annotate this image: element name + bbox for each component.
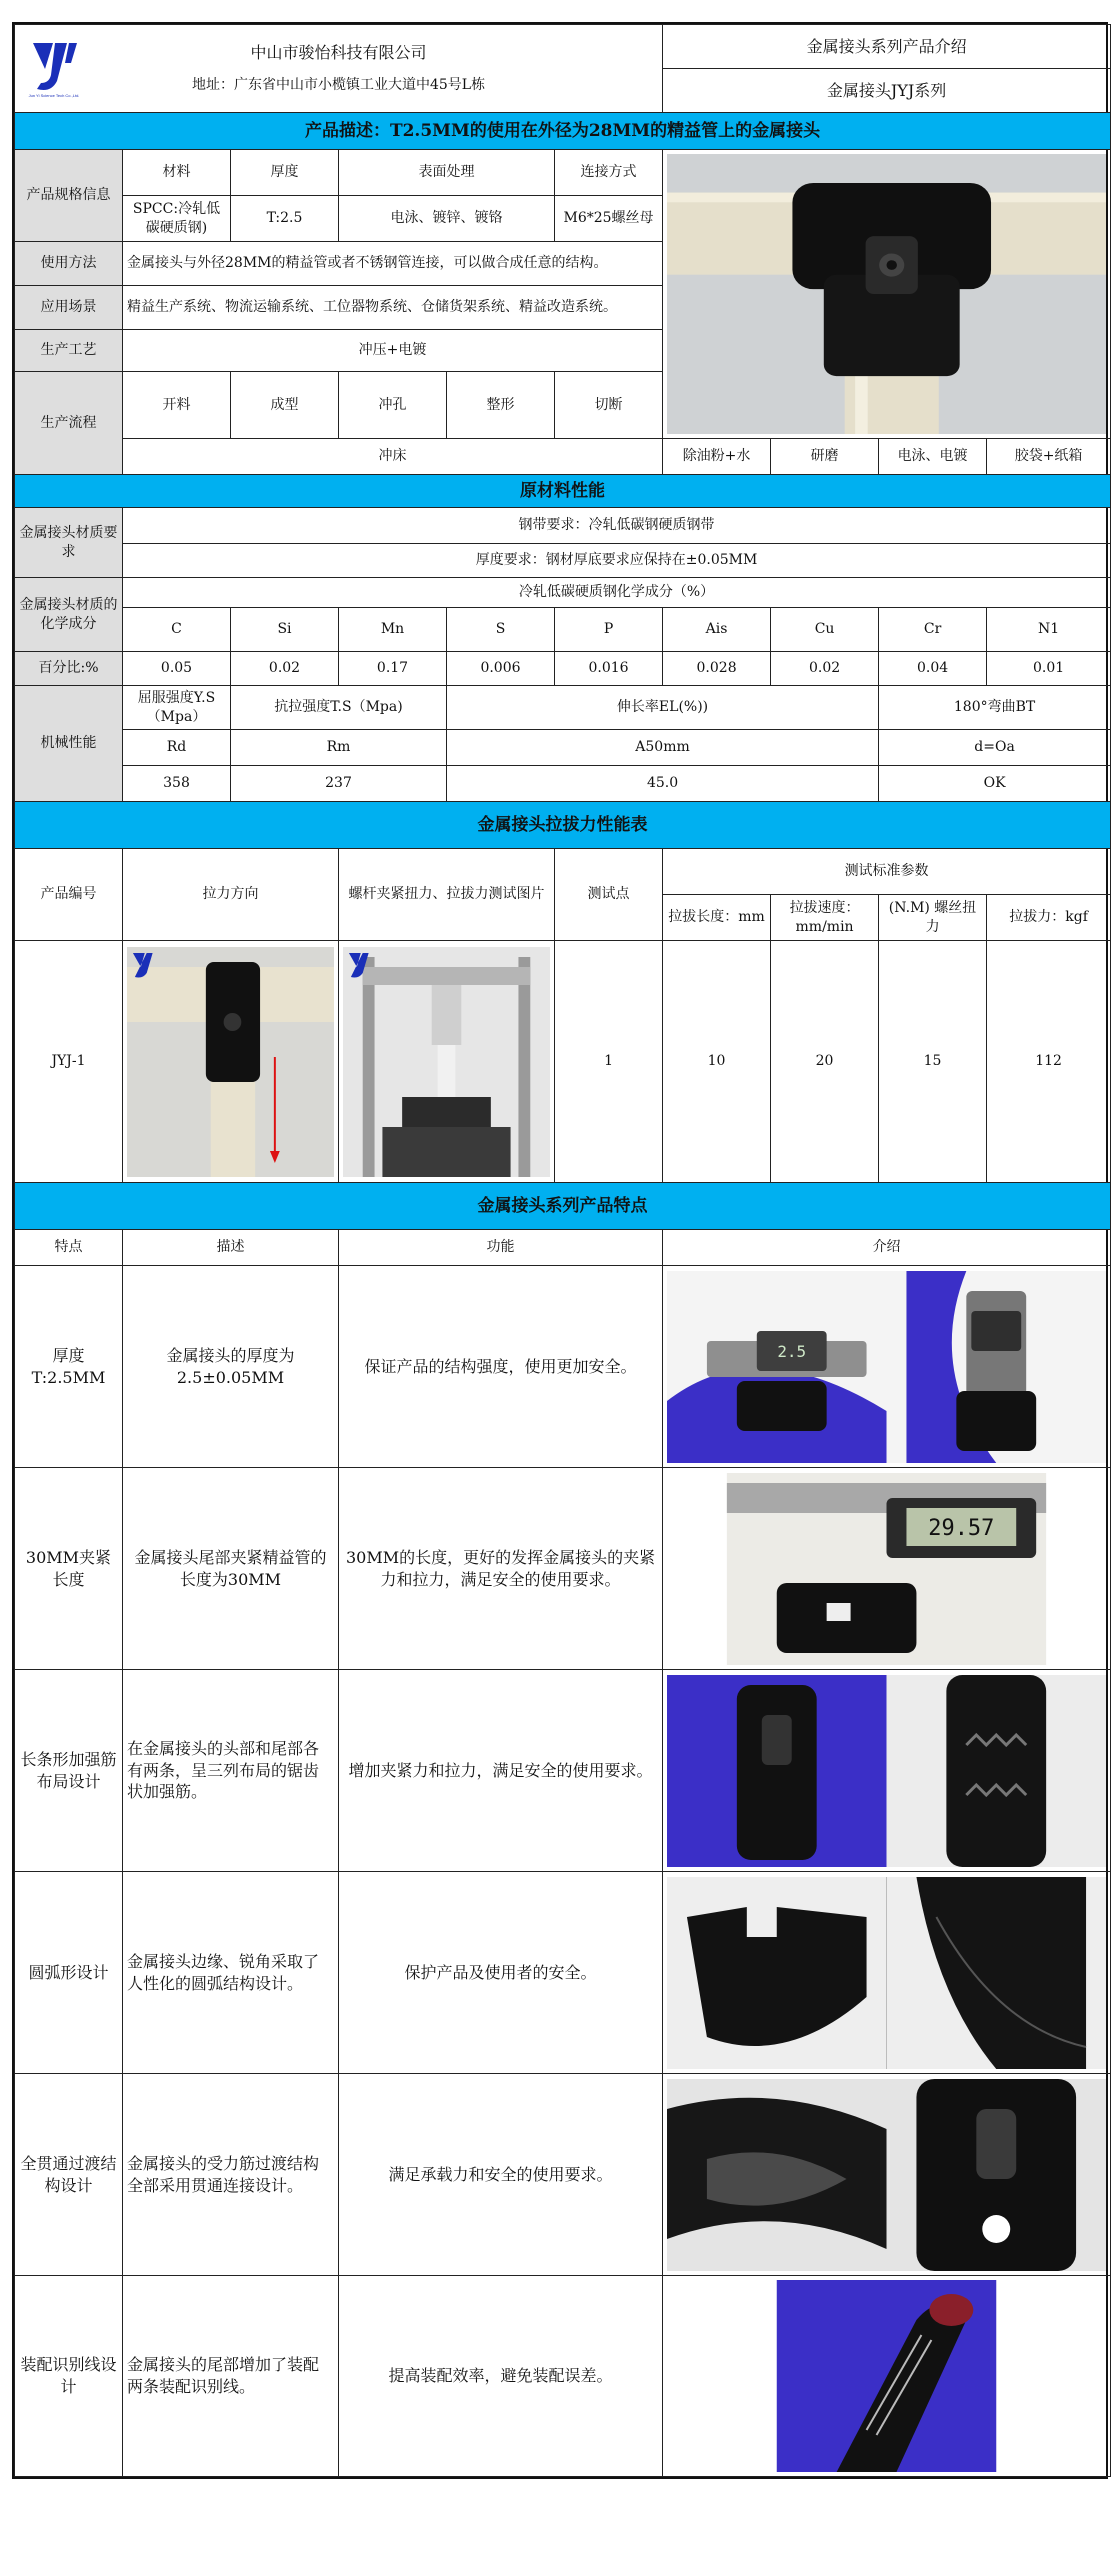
series-title: 金属接头JYJ系列 [663, 69, 1111, 113]
caliper-reading: 29.57 [928, 1515, 995, 1541]
flow-step: 切断 [555, 372, 663, 439]
assembly-line-photo [667, 2280, 1106, 2472]
spec-value: M6*25螺丝母 [555, 196, 663, 242]
tensile-params-header: 测试标准参数 [663, 849, 1111, 895]
element-cell: N1 [987, 608, 1111, 652]
element-cell: Ais [663, 608, 771, 652]
percent-cell: 0.05 [123, 652, 231, 686]
feature-func: 30MM的长度，更好的发挥金属接头的夹紧力和拉力，满足安全的使用要求。 [339, 1468, 663, 1670]
sheet-table [14, 24, 1111, 2477]
feature-photo-cell [663, 1670, 1111, 1872]
tensile-code: JYJ-1 [15, 941, 123, 1183]
flow-step: 冲孔 [339, 372, 447, 439]
spec-value: SPCC:冷轧低碳硬质钢) [123, 196, 231, 242]
logo-text: Jun Yi Science Tech Co.,Ltd. [28, 93, 80, 98]
feature-name: 全贯通过渡结构设计 [15, 2074, 123, 2276]
element-cell: P [555, 608, 663, 652]
percent-cell: 0.006 [447, 652, 555, 686]
features-header: 功能 [339, 1230, 663, 1266]
raw-band: 原材料性能 [15, 475, 1111, 508]
mech-value: 45.0 [447, 766, 879, 802]
tensile-point: 1 [555, 941, 663, 1183]
rib-layout-photo [667, 1675, 1106, 1867]
tensile-point-header: 测试点 [555, 849, 663, 941]
tensile-band: 金属接头拉拔力性能表 [15, 802, 1111, 849]
mech-symbol: Rm [231, 730, 447, 766]
flow-post: 研磨 [771, 439, 879, 475]
feature-desc: 金属接头的尾部增加了装配两条装配识别线。 [123, 2276, 339, 2477]
mech-value: 237 [231, 766, 447, 802]
mech-header: 屈服强度Y.S（Mpa） [123, 686, 231, 730]
tensile-photo-header: 螺杆夹紧扭力、拉拔力测试图片 [339, 849, 555, 941]
element-cell: Cr [879, 608, 987, 652]
mech-symbol: A50mm [447, 730, 879, 766]
percent-cell: 0.028 [663, 652, 771, 686]
element-cell: Mn [339, 608, 447, 652]
tensile-speed: 20 [771, 941, 879, 1183]
feature-name: 30MM夹紧长度 [15, 1468, 123, 1670]
description-band: 产品描述：T2.5MM的使用在外径为28MM的精益管上的金属接头 [15, 113, 1111, 150]
flow-step: 成型 [231, 372, 339, 439]
spec-value: T:2.5 [231, 196, 339, 242]
feature-photo-cell [663, 1872, 1111, 2074]
caliper-reading: 2.5 [777, 1341, 807, 1361]
feature-name: 长条形加强筋布局设计 [15, 1670, 123, 1872]
strip-requirement: 钢带要求：冷轧低碳钢硬质钢带 [123, 508, 1111, 544]
t-joint-photo [667, 154, 1106, 434]
features-header: 介绍 [663, 1230, 1111, 1266]
features-header: 描述 [123, 1230, 339, 1266]
caliper-length-photo [667, 1473, 1106, 1665]
application-label: 应用场景 [15, 286, 123, 330]
feature-desc: 金属接头尾部夹紧精益管的长度为30MM [123, 1468, 339, 1670]
feature-func: 增加夹紧力和拉力，满足安全的使用要求。 [339, 1670, 663, 1872]
mech-label: 机械性能 [15, 686, 123, 802]
flow-step: 开料 [123, 372, 231, 439]
product-photo-cell [663, 150, 1111, 439]
flow-label: 生产流程 [15, 372, 123, 475]
tensile-torque-header: (N.M) 螺丝扭力 [879, 895, 987, 941]
mech-header: 伸长率EL(%)) [447, 686, 879, 730]
doc-title: 金属接头系列产品介绍 [663, 25, 1111, 69]
usage-text: 金属接头与外径28MM的精益管或者不锈钢管连接，可以做合成任意的结构。 [123, 242, 663, 286]
craft-text: 冲压+电镀 [123, 330, 663, 372]
percent-label: 百分比:% [15, 652, 123, 686]
tensile-force-header: 拉拔力：kgf [987, 895, 1111, 941]
feature-photo-cell [663, 1266, 1111, 1468]
mech-header: 抗拉强度T.S（Mpa) [231, 686, 447, 730]
product-sheet [12, 22, 1108, 2479]
tensile-speed-header: 拉拔速度：mm/min [771, 895, 879, 941]
usage-label: 使用方法 [15, 242, 123, 286]
percent-cell: 0.17 [339, 652, 447, 686]
spec-label: 产品规格信息 [15, 150, 123, 242]
percent-cell: 0.02 [771, 652, 879, 686]
feature-func: 保护产品及使用者的安全。 [339, 1872, 663, 2074]
spec-header: 表面处理 [339, 150, 555, 196]
percent-cell: 0.04 [879, 652, 987, 686]
feature-desc: 金属接头的厚度为2.5±0.05MM [123, 1266, 339, 1468]
mech-symbol: d=Oa [879, 730, 1111, 766]
feature-photo-cell [663, 2276, 1111, 2477]
feature-desc: 金属接头的受力筋过渡结构全部采用贯通连接设计。 [123, 2074, 339, 2276]
feature-photo-cell [663, 2074, 1111, 2276]
chem-label: 金属接头材质的化学成分 [15, 578, 123, 652]
company-logo [25, 37, 83, 99]
direction-photo-cell [123, 941, 339, 1183]
feature-func: 满足承载力和安全的使用要求。 [339, 2074, 663, 2276]
element-cell: C [123, 608, 231, 652]
company-name: 中山市骏怡科技有限公司 [250, 43, 427, 63]
flow-post: 胶袋+纸箱 [987, 439, 1111, 475]
features-header: 特点 [15, 1230, 123, 1266]
feature-name: 圆弧形设计 [15, 1872, 123, 2074]
thickness-requirement: 厚度要求：钢材厚底要求应保持在±0.05MM [123, 544, 1111, 578]
tensile-force: 112 [987, 941, 1111, 1183]
feature-desc: 金属接头边缘、锐角采取了人性化的圆弧结构设计。 [123, 1872, 339, 2074]
percent-cell: 0.02 [231, 652, 339, 686]
flow-post: 除油粉+水 [663, 439, 771, 475]
craft-label: 生产工艺 [15, 330, 123, 372]
mech-value: 358 [123, 766, 231, 802]
percent-cell: 0.016 [555, 652, 663, 686]
spec-header: 厚度 [231, 150, 339, 196]
test-photo-cell [339, 941, 555, 1183]
feature-name: 厚度T:2.5MM [15, 1266, 123, 1468]
mech-value: OK [879, 766, 1111, 802]
mech-symbol: Rd [123, 730, 231, 766]
spec-header: 连接方式 [555, 150, 663, 196]
company-address: 地址：广东省中山市小榄镇工业大道中45号L栋 [191, 76, 486, 93]
spec-value: 电泳、镀锌、镀铬 [339, 196, 555, 242]
element-cell: Si [231, 608, 339, 652]
caliper-thickness-photo [667, 1271, 1106, 1463]
element-cell: Cu [771, 608, 879, 652]
feature-func: 提高装配效率，避免装配误差。 [339, 2276, 663, 2477]
application-text: 精益生产系统、物流运输系统、工位器物系统、仓储货架系统、精益改造系统。 [123, 286, 663, 330]
flow-step: 整形 [447, 372, 555, 439]
feature-desc: 在金属接头的头部和尾部各有两条，呈三列布局的锯齿状加强筋。 [123, 1670, 339, 1872]
percent-cell: 0.01 [987, 652, 1111, 686]
tensile-len-header: 拉拔长度：mm [663, 895, 771, 941]
mech-header: 180°弯曲BT [879, 686, 1111, 730]
pull-direction-photo [127, 947, 334, 1177]
spec-header: 材料 [123, 150, 231, 196]
feature-name: 装配识别线设计 [15, 2276, 123, 2477]
through-structure-photo [667, 2079, 1106, 2271]
tensile-code-header: 产品编号 [15, 849, 123, 941]
element-cell: S [447, 608, 555, 652]
feature-photo-cell [663, 1468, 1111, 1670]
material-label: 金属接头材质要求 [15, 508, 123, 578]
tensile-test-photo [343, 947, 550, 1177]
rounded-edge-photo [667, 1877, 1106, 2069]
features-band: 金属接头系列产品特点 [15, 1183, 1111, 1230]
flow-machine: 冲床 [123, 439, 663, 475]
flow-post: 电泳、电镀 [879, 439, 987, 475]
tensile-direction-header: 拉力方向 [123, 849, 339, 941]
tensile-len: 10 [663, 941, 771, 1183]
tensile-torque: 15 [879, 941, 987, 1183]
feature-func: 保证产品的结构强度，使用更加安全。 [339, 1266, 663, 1468]
chem-title: 冷轧低碳硬质钢化学成分（%） [123, 578, 1111, 608]
company-header [15, 25, 663, 113]
